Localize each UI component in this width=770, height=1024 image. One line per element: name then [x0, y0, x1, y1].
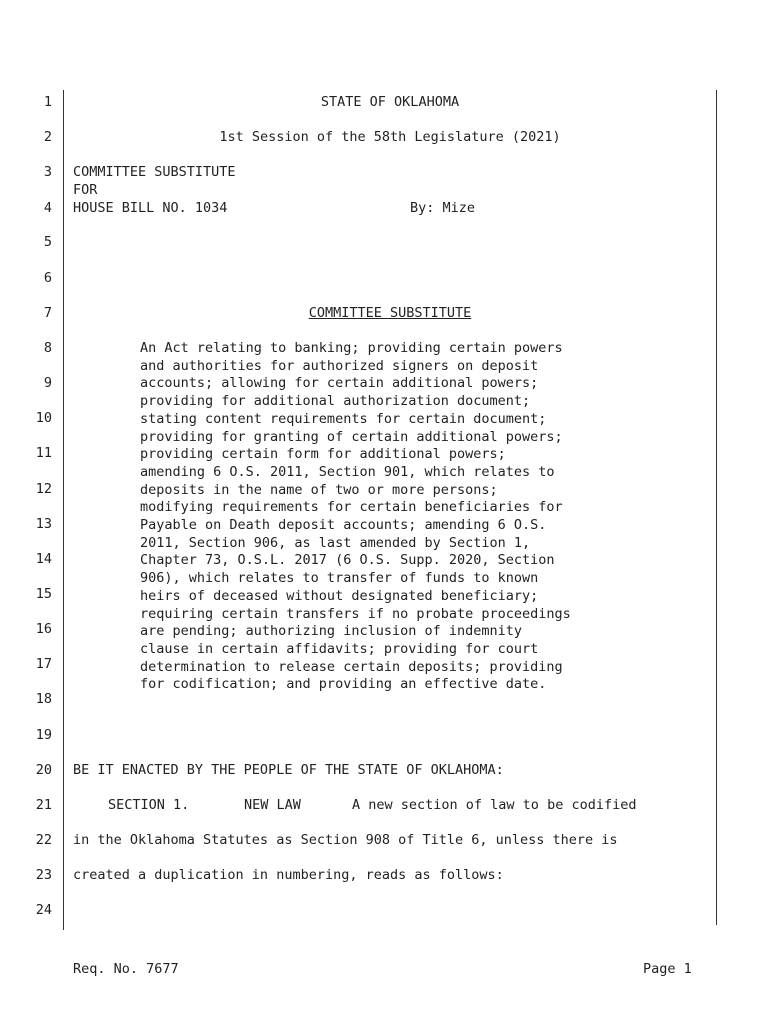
- for-label: FOR: [73, 182, 98, 198]
- abstract-line: are pending; authorizing inclusion of indemnity: [140, 623, 523, 640]
- section-type: NEW LAW: [244, 797, 301, 813]
- abstract-line: deposits in the name of two or more persons;: [140, 481, 498, 498]
- section-text-line: created a duplication in numbering, reads as follows:: [73, 867, 504, 883]
- bill-author: By: Mize: [410, 200, 476, 216]
- line-number: 6: [43, 270, 52, 286]
- section-label: SECTION 1.: [108, 797, 190, 813]
- line-number: 2: [43, 129, 52, 145]
- line-number: 23: [35, 867, 52, 883]
- state-heading: STATE OF OKLAHOMA: [320, 94, 460, 110]
- act-abstract: [140, 340, 700, 694]
- line-number: 17: [35, 656, 52, 672]
- abstract-line: for codification; and providing an effective date.: [140, 676, 547, 693]
- abstract-line: stating content requirements for certain document;: [140, 410, 547, 427]
- abstract-line: providing for additional authorization document;: [140, 393, 531, 410]
- line-number: 5: [43, 234, 52, 250]
- abstract-line: Chapter 73, O.S.L. 2017 (6 O.S. Supp. 2020, Section: [140, 552, 555, 569]
- session-heading: 1st Session of the 58th Legislature (2021): [219, 129, 561, 145]
- bill-number: HOUSE BILL NO. 1034: [73, 200, 228, 216]
- right-margin-rule: [716, 90, 717, 925]
- abstract-line: determination to release certain deposits; providing: [140, 658, 563, 675]
- abstract-line: requiring certain transfers if no probate proceedings: [140, 605, 571, 622]
- committee-substitute-label: COMMITTEE SUBSTITUTE: [73, 164, 236, 180]
- line-number: 8: [43, 340, 52, 356]
- abstract-line: modifying requirements for certain beneficiaries for: [140, 499, 563, 516]
- line-number: 9: [43, 375, 52, 391]
- abstract-line: Payable on Death deposit accounts; amending 6 O.S.: [140, 517, 547, 534]
- enacting-clause: BE IT ENACTED BY THE PEOPLE OF THE STATE OF OKLAHOMA:: [73, 762, 504, 778]
- line-number: 15: [35, 586, 52, 602]
- line-number: 7: [43, 305, 52, 321]
- line-number: 4: [43, 200, 52, 216]
- line-number: 11: [35, 445, 52, 461]
- title-heading: COMMITTEE SUBSTITUTE: [308, 305, 472, 321]
- line-number: 24: [35, 902, 52, 918]
- line-number: 14: [35, 551, 52, 567]
- line-number: 3: [43, 164, 52, 180]
- abstract-line: providing certain form for additional powers;: [140, 446, 506, 463]
- left-margin-rule: [63, 90, 64, 930]
- line-number: 20: [35, 762, 52, 778]
- line-number: 10: [35, 410, 52, 426]
- section-text-start: A new section of law to be codified: [352, 797, 637, 813]
- line-number: 16: [35, 621, 52, 637]
- abstract-line: amending 6 O.S. 2011, Section 901, which relates to: [140, 463, 555, 480]
- abstract-line: accounts; allowing for certain additional powers;: [140, 375, 539, 392]
- line-number: 12: [35, 481, 52, 497]
- line-number: 1: [43, 94, 52, 110]
- abstract-line: heirs of deceased without designated beneficiary;: [140, 587, 539, 604]
- abstract-line: and authorities for authorized signers on deposit: [140, 357, 539, 374]
- line-number: 19: [35, 727, 52, 743]
- abstract-line: 2011, Section 906, as last amended by Section 1,: [140, 534, 531, 551]
- line-number: 13: [35, 516, 52, 532]
- section-text-line: in the Oklahoma Statutes as Section 908 of Title 6, unless there is: [73, 832, 618, 848]
- abstract-line: 906), which relates to transfer of funds to known: [140, 570, 539, 587]
- abstract-line: An Act relating to banking; providing certain powers: [140, 340, 563, 356]
- line-number: 18: [35, 691, 52, 707]
- request-number: Req. No. 7677: [73, 961, 179, 977]
- line-number: 21: [35, 797, 52, 813]
- page-number: Page 1: [643, 961, 692, 977]
- abstract-line: clause in certain affidavits; providing for court: [140, 640, 539, 657]
- abstract-line: providing for granting of certain additional powers;: [140, 428, 563, 445]
- line-number: 22: [35, 832, 52, 848]
